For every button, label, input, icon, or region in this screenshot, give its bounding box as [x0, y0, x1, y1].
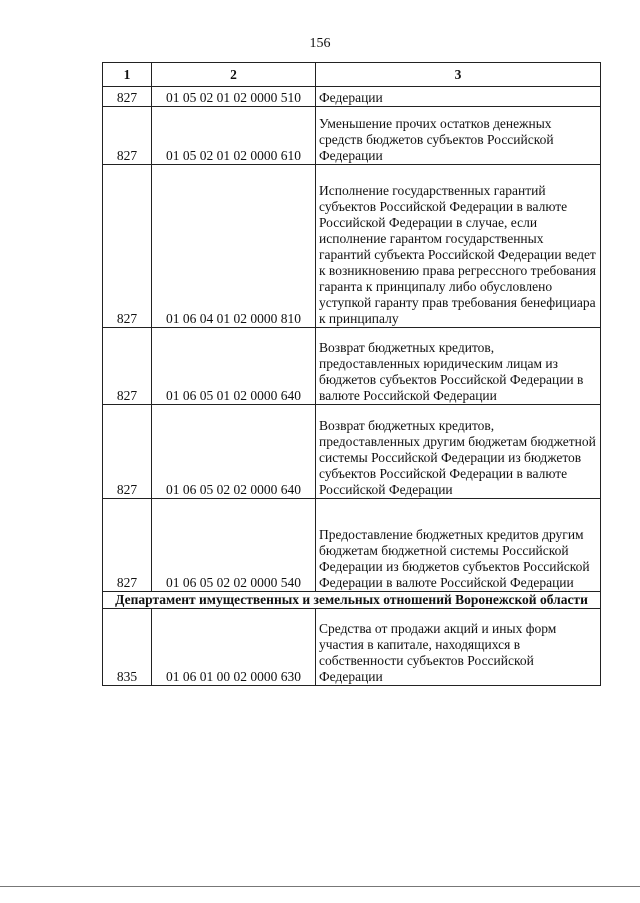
description-cell: Федерации	[316, 87, 601, 107]
table-row	[103, 609, 601, 686]
table-row	[103, 328, 601, 405]
description-cell: Уменьшение прочих остатков денежных средств бюджетов субъектов Российской Федерации	[316, 107, 601, 165]
budget-code-cell: 01 06 01 00 02 0000 630	[152, 609, 316, 686]
description-cell: Предоставление бюджетных кредитов другим бюджетам бюджетной системы Российской Федерации из бюджетов субъектов Российской Федерации в валюте Российской Федерации	[316, 499, 601, 592]
budget-code-cell: 01 06 05 02 02 0000 540	[152, 499, 316, 592]
description-cell: Возврат бюджетных кредитов, предоставленных юридическим лицам из бюджетов субъектов Российской Федерации в валюте Российской Федерации	[316, 328, 601, 405]
table-row	[103, 87, 601, 107]
budget-code-cell: 01 06 05 02 02 0000 640	[152, 405, 316, 499]
admin-code-cell: 827	[103, 405, 152, 499]
department-header-row	[103, 592, 601, 609]
table-row	[103, 499, 601, 592]
description-cell: Средства от продажи акций и иных форм участия в капитале, находящихся в собственности субъектов Российской Федерации	[316, 609, 601, 686]
budget-code-cell: 01 06 04 01 02 0000 810	[152, 165, 316, 328]
page-number: 156	[309, 36, 331, 51]
page-bottom-divider	[0, 886, 640, 887]
budget-code-cell: 01 05 02 01 02 0000 510	[152, 87, 316, 107]
admin-code-cell: 827	[103, 87, 152, 107]
table-header-row	[103, 63, 601, 87]
table-row	[103, 165, 601, 328]
budget-code-cell: 01 05 02 01 02 0000 610	[152, 107, 316, 165]
table-row	[103, 107, 601, 165]
table-row	[103, 405, 601, 499]
admin-code-cell: 827	[103, 107, 152, 165]
column-header-2: 2	[152, 63, 316, 87]
column-header-3: 3	[316, 63, 601, 87]
department-title: Департамент имущественных и земельных отношений Воронежской области	[103, 592, 601, 609]
admin-code-cell: 835	[103, 609, 152, 686]
budget-code-cell: 01 06 05 01 02 0000 640	[152, 328, 316, 405]
admin-code-cell: 827	[103, 499, 152, 592]
description-cell: Исполнение государственных гарантий субъектов Российской Федерации в валюте Российской Федерации в случае, если исполнение гарантом государственных гарантий субъекта Российской Федерации ведет к возникновению права регрессного требования гаранта к принципалу либо обусловлено уступкой гаранту прав требования бенефициара к принципалу	[316, 165, 601, 328]
budget-codes-table	[102, 62, 601, 686]
admin-code-cell: 827	[103, 165, 152, 328]
description-cell: Возврат бюджетных кредитов, предоставленных другим бюджетам бюджетной системы Российской Федерации из бюджетов субъектов Российской Федерации в валюте Российской Федерации	[316, 405, 601, 499]
admin-code-cell: 827	[103, 328, 152, 405]
column-header-1: 1	[103, 63, 152, 87]
